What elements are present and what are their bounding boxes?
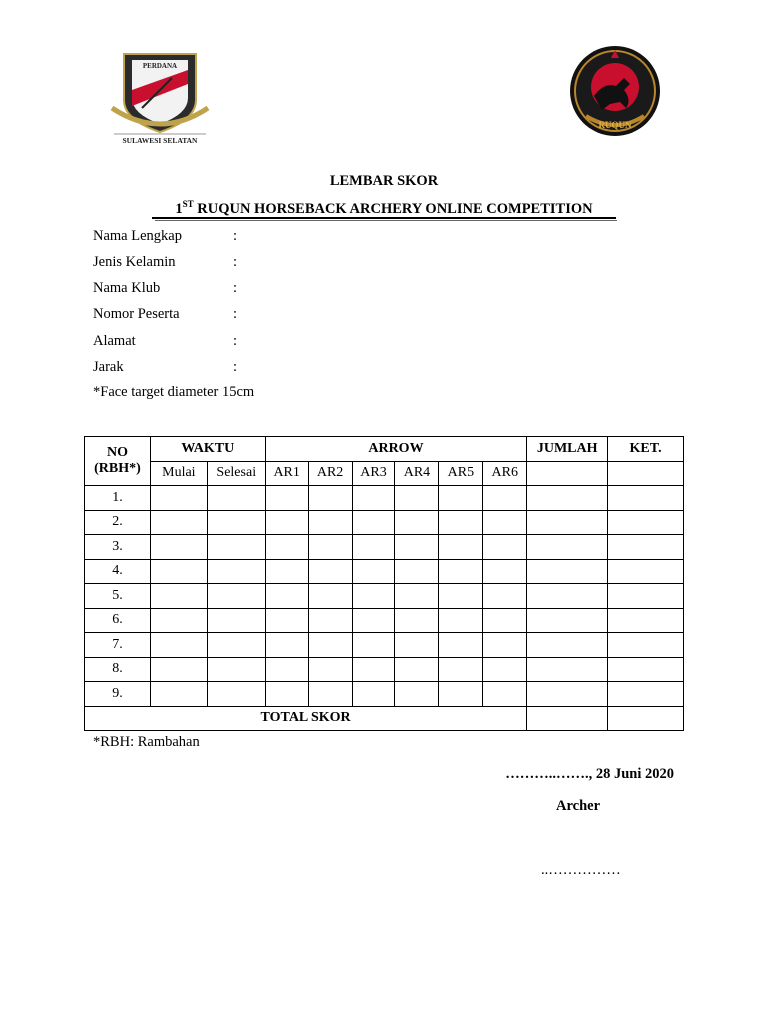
table-row bbox=[85, 535, 684, 560]
score-cell[interactable] bbox=[527, 633, 608, 658]
score-cell[interactable] bbox=[395, 535, 439, 560]
score-cell[interactable] bbox=[527, 486, 608, 511]
score-cell[interactable] bbox=[483, 535, 527, 560]
row-number: 4. bbox=[85, 559, 151, 584]
score-cell[interactable] bbox=[207, 608, 265, 633]
score-cell[interactable] bbox=[265, 608, 308, 633]
score-cell[interactable] bbox=[352, 657, 395, 682]
score-cell[interactable] bbox=[439, 682, 483, 707]
score-cell[interactable] bbox=[265, 559, 308, 584]
score-cell[interactable] bbox=[527, 657, 608, 682]
score-cell[interactable] bbox=[439, 633, 483, 658]
score-cell[interactable] bbox=[265, 584, 308, 609]
total-row bbox=[85, 706, 684, 731]
score-cell[interactable] bbox=[207, 584, 265, 609]
header-jumlah: JUMLAH bbox=[527, 437, 608, 462]
header-arrow: ARROW bbox=[265, 437, 527, 462]
perdana-logo bbox=[102, 48, 220, 148]
score-table bbox=[84, 436, 684, 731]
score-cell[interactable] bbox=[527, 535, 608, 560]
row-number: 5. bbox=[85, 584, 151, 609]
score-cell[interactable] bbox=[265, 682, 308, 707]
score-cell[interactable] bbox=[352, 633, 395, 658]
score-cell[interactable] bbox=[439, 486, 483, 511]
score-cell[interactable] bbox=[207, 486, 265, 511]
score-cell[interactable] bbox=[483, 682, 527, 707]
score-cell[interactable] bbox=[483, 633, 527, 658]
score-cell[interactable] bbox=[308, 486, 352, 511]
score-cell[interactable] bbox=[207, 682, 265, 707]
score-cell[interactable] bbox=[395, 657, 439, 682]
rbh-note: *RBH: Rambahan bbox=[93, 734, 200, 750]
score-cell[interactable] bbox=[608, 510, 684, 535]
archer-label: Archer bbox=[556, 798, 601, 814]
jumlah-blank bbox=[527, 461, 608, 486]
score-cell[interactable] bbox=[207, 535, 265, 560]
score-cell[interactable] bbox=[207, 510, 265, 535]
field-nama-klub: Nama Klub : bbox=[93, 280, 238, 296]
field-jenis-kelamin: Jenis Kelamin : bbox=[93, 254, 238, 270]
field-jarak: Jarak : bbox=[93, 359, 238, 375]
ket-blank bbox=[608, 461, 684, 486]
competition-title: 1ST RUQUN HORSEBACK ARCHERY ONLINE COMPETITION bbox=[175, 199, 593, 217]
table-row bbox=[85, 657, 684, 682]
header-ar6: AR6 bbox=[483, 461, 527, 486]
header-ket: KET. bbox=[608, 437, 684, 462]
header-ar4: AR4 bbox=[395, 461, 439, 486]
title-underline-shadow bbox=[155, 220, 617, 221]
header-ar1: AR1 bbox=[265, 461, 308, 486]
score-cell[interactable] bbox=[395, 486, 439, 511]
score-cell[interactable] bbox=[150, 510, 207, 535]
row-number: 2. bbox=[85, 510, 151, 535]
title-underline bbox=[152, 217, 616, 219]
table-row bbox=[85, 584, 684, 609]
score-cell[interactable] bbox=[527, 608, 608, 633]
score-cell[interactable] bbox=[395, 559, 439, 584]
score-cell[interactable] bbox=[483, 559, 527, 584]
score-cell[interactable] bbox=[439, 584, 483, 609]
field-alamat: Alamat : bbox=[93, 333, 238, 349]
score-cell[interactable] bbox=[439, 535, 483, 560]
score-cell[interactable] bbox=[150, 535, 207, 560]
score-cell[interactable] bbox=[150, 682, 207, 707]
page-title: LEMBAR SKOR bbox=[329, 173, 439, 189]
row-number: 8. bbox=[85, 657, 151, 682]
field-nama-lengkap: Nama Lengkap : bbox=[93, 228, 238, 244]
score-cell[interactable] bbox=[150, 584, 207, 609]
score-cell[interactable] bbox=[207, 559, 265, 584]
row-number: 9. bbox=[85, 682, 151, 707]
score-cell[interactable] bbox=[395, 510, 439, 535]
score-cell[interactable] bbox=[352, 608, 395, 633]
score-cell[interactable] bbox=[207, 633, 265, 658]
score-cell[interactable] bbox=[352, 682, 395, 707]
row-number: 6. bbox=[85, 608, 151, 633]
score-cell[interactable] bbox=[608, 486, 684, 511]
table-row bbox=[85, 559, 684, 584]
score-cell[interactable] bbox=[352, 535, 395, 560]
score-cell[interactable] bbox=[265, 486, 308, 511]
score-cell[interactable] bbox=[395, 633, 439, 658]
total-jumlah-cell[interactable] bbox=[527, 706, 608, 731]
score-cell[interactable] bbox=[439, 559, 483, 584]
score-cell[interactable] bbox=[265, 633, 308, 658]
score-cell[interactable] bbox=[308, 559, 352, 584]
score-cell[interactable] bbox=[265, 510, 308, 535]
score-cell[interactable] bbox=[308, 584, 352, 609]
score-cell[interactable] bbox=[352, 486, 395, 511]
header-mulai: Mulai bbox=[150, 461, 207, 486]
score-cell[interactable] bbox=[150, 608, 207, 633]
row-number: 3. bbox=[85, 535, 151, 560]
total-ket-cell[interactable] bbox=[608, 706, 684, 731]
target-note: *Face target diameter 15cm bbox=[93, 384, 255, 400]
header-ar3: AR3 bbox=[352, 461, 395, 486]
score-cell[interactable] bbox=[308, 535, 352, 560]
score-cell[interactable] bbox=[608, 608, 684, 633]
header-ar2: AR2 bbox=[308, 461, 352, 486]
total-skor-label: TOTAL SKOR bbox=[85, 706, 527, 731]
date-line: ………..……., 28 Juni 2020 bbox=[505, 766, 674, 782]
table-header-row bbox=[85, 437, 684, 462]
score-cell[interactable] bbox=[207, 657, 265, 682]
table-row bbox=[85, 608, 684, 633]
header-selesai: Selesai bbox=[207, 461, 265, 486]
score-cell[interactable] bbox=[265, 657, 308, 682]
score-cell[interactable] bbox=[265, 535, 308, 560]
svg-text:PERDANA: PERDANA bbox=[142, 62, 178, 70]
score-cell[interactable] bbox=[352, 559, 395, 584]
svg-text:SULAWESI SELATAN: SULAWESI SELATAN bbox=[122, 136, 198, 145]
score-cell[interactable] bbox=[439, 510, 483, 535]
score-cell[interactable] bbox=[395, 682, 439, 707]
table-row bbox=[85, 510, 684, 535]
score-cell[interactable] bbox=[308, 510, 352, 535]
score-cell[interactable] bbox=[527, 682, 608, 707]
score-cell[interactable] bbox=[608, 657, 684, 682]
score-cell[interactable] bbox=[608, 535, 684, 560]
score-cell[interactable] bbox=[352, 510, 395, 535]
score-cell[interactable] bbox=[483, 486, 527, 511]
score-cell[interactable] bbox=[439, 608, 483, 633]
score-cell[interactable] bbox=[395, 584, 439, 609]
field-nomor-peserta: Nomor Peserta : bbox=[93, 306, 238, 322]
svg-text:RUQUN: RUQUN bbox=[598, 120, 632, 130]
score-cell[interactable] bbox=[527, 559, 608, 584]
score-cell[interactable] bbox=[150, 486, 207, 511]
score-cell[interactable] bbox=[527, 584, 608, 609]
score-cell[interactable] bbox=[308, 657, 352, 682]
score-cell[interactable] bbox=[352, 584, 395, 609]
header-no: NO (RBH*) bbox=[85, 437, 151, 486]
row-number: 7. bbox=[85, 633, 151, 658]
table-row bbox=[85, 633, 684, 658]
score-cell[interactable] bbox=[308, 682, 352, 707]
table-row bbox=[85, 682, 684, 707]
header-waktu: WAKTU bbox=[150, 437, 265, 462]
score-cell[interactable] bbox=[150, 633, 207, 658]
score-cell[interactable] bbox=[608, 559, 684, 584]
table-subheader-row bbox=[85, 461, 684, 486]
score-cell[interactable] bbox=[608, 682, 684, 707]
score-cell[interactable] bbox=[483, 657, 527, 682]
score-cell[interactable] bbox=[150, 657, 207, 682]
header-ar5: AR5 bbox=[439, 461, 483, 486]
score-cell[interactable] bbox=[527, 510, 608, 535]
score-cell[interactable] bbox=[483, 608, 527, 633]
ruqun-logo bbox=[568, 44, 662, 140]
row-number: 1. bbox=[85, 486, 151, 511]
score-cell[interactable] bbox=[608, 584, 684, 609]
score-cell[interactable] bbox=[483, 510, 527, 535]
table-row bbox=[85, 486, 684, 511]
score-cell[interactable] bbox=[308, 608, 352, 633]
score-cell[interactable] bbox=[439, 657, 483, 682]
score-cell[interactable] bbox=[308, 633, 352, 658]
score-cell[interactable] bbox=[150, 559, 207, 584]
score-cell[interactable] bbox=[483, 584, 527, 609]
score-cell[interactable] bbox=[608, 633, 684, 658]
score-cell[interactable] bbox=[395, 608, 439, 633]
signature-line: ..…………… bbox=[541, 862, 621, 878]
